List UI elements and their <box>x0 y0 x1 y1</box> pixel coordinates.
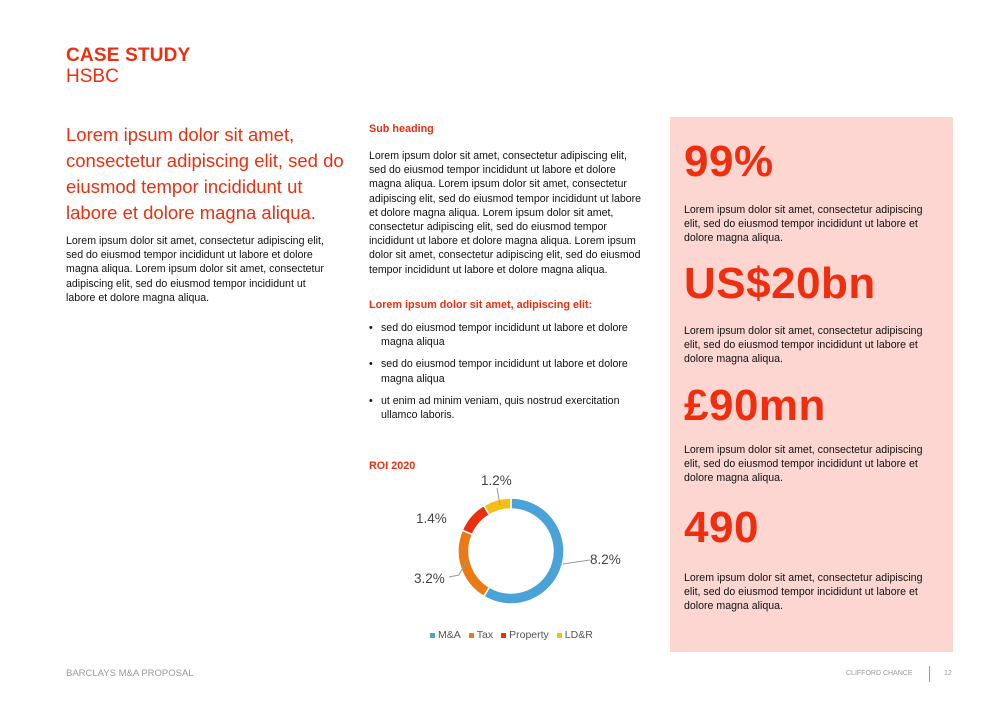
footer-divider <box>929 666 930 682</box>
stat-value: US$20bn <box>684 259 876 308</box>
footer-brand: CLIFFORD CHANCE <box>846 670 913 677</box>
bullet-item: • ut enim ad minim veniam, quis nostrud exercitation ullamco laboris. <box>369 394 644 422</box>
data-label-ldr: 1.2% <box>481 473 512 488</box>
legend-item: Property <box>501 629 549 641</box>
data-label-ma: 8.2% <box>590 552 621 567</box>
data-label-tax: 3.2% <box>414 571 445 586</box>
legend-item: LD&R <box>557 629 593 641</box>
page-title: CASE STUDY <box>66 45 191 66</box>
slice-tax <box>458 530 489 596</box>
legend-item: Tax <box>469 629 493 641</box>
footer-title: BARCLAYS M&A PROPOSAL <box>66 668 194 679</box>
legend-item: M&A <box>430 629 461 641</box>
page-subtitle: HSBC <box>66 66 119 87</box>
middle-body: Lorem ipsum dolor sit amet, consectetur adipiscing elit, sed do eiusmod tempor incididunt ut labore et dolore magna aliqua. Lorem ipsum dolor sit amet, consectetur adipiscing elit, sed do eiusmod tempor incididunt ut labore et dolore magna aliqua. Lorem ipsum dolor sit amet, consectetur adipiscing elit, sed do eiusmod tempor incididunt ut labore et dolore magna aliqua. Lorem ipsum dolor sit amet, consectetur adipiscing elit, sed do eiusmod tempor incididunt ut labore et dolore magna aliqua. <box>369 150 642 276</box>
page-number: 12 <box>944 670 952 677</box>
slice-property <box>462 506 489 535</box>
stat-value: 490 <box>684 503 759 552</box>
bullet-item: • sed do eiusmod tempor incididunt ut labore et dolore magna aliqua <box>369 357 644 385</box>
stat-text: Lorem ipsum dolor sit amet, consectetur adipiscing elit, sed do eiusmod tempor incididunt ut labore et dolore magna aliqua. <box>684 572 923 613</box>
chart-title: ROI 2020 <box>369 460 416 472</box>
sub-heading-2: Lorem ipsum dolor sit amet, adipiscing elit: <box>369 299 593 311</box>
stats-panel <box>670 117 953 652</box>
leader-line <box>563 560 590 564</box>
data-label-property: 1.4% <box>416 511 447 526</box>
chart-legend <box>430 629 593 641</box>
stat-text: Lorem ipsum dolor sit amet, consectetur adipiscing elit, sed do eiusmod tempor incididunt ut labore et dolore magna aliqua. <box>684 325 923 366</box>
slice-ldr <box>484 498 511 515</box>
stat-text: Lorem ipsum dolor sit amet, consectetur adipiscing elit, sed do eiusmod tempor incididunt ut labore et dolore magna aliqua. <box>684 204 923 245</box>
left-body: Lorem ipsum dolor sit amet, consectetur adipiscing elit, sed do eiusmod tempor incididunt ut labore et dolore magna aliqua. Lorem ipsum dolor sit amet, consectetur adipiscing elit, sed do eiusmod tempor incididunt ut labore et dolore magna aliqua. <box>66 235 324 304</box>
stat-value: £90mn <box>684 381 826 430</box>
sub-heading: Sub heading <box>369 123 434 135</box>
lead-text: Lorem ipsum dolor sit amet, consectetur adipiscing elit, sed do eiusmod tempor incididunt ut labore et dolore magna aliqua. <box>66 124 344 223</box>
bullet-item: • sed do eiusmod tempor incididunt ut labore et dolore magna aliqua <box>369 321 644 349</box>
slice-ma <box>484 498 564 604</box>
stat-text: Lorem ipsum dolor sit amet, consectetur adipiscing elit, sed do eiusmod tempor incididunt ut labore et dolore magna aliqua. <box>684 444 923 485</box>
stat-value: 99% <box>684 137 774 186</box>
